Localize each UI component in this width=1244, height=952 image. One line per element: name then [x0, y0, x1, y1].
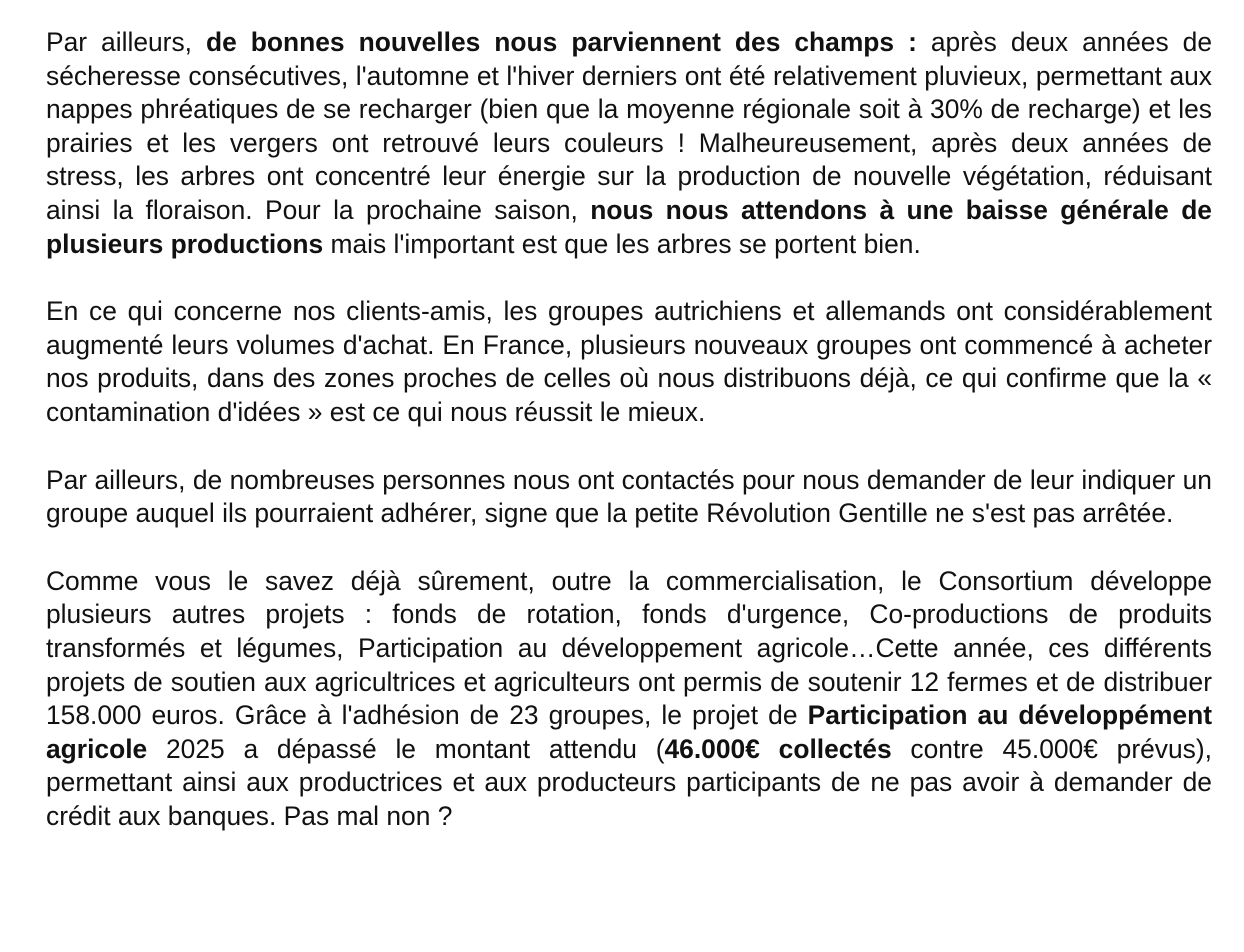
text-segment: contre 45.000€ prévus), permettant ainsi aux productrices et aux producteurs participants de ne pas avoir à demander de crédit aux banques. Pas mal non ?	[46, 733, 1212, 831]
paragraph-contacts	[46, 464, 1212, 531]
bold-segment: Participation au développément agricole	[46, 700, 1212, 764]
paragraph-clients	[46, 295, 1212, 429]
bold-segment: nous nous attendons à une baisse générale de plusieurs productions	[46, 194, 1212, 259]
bold-segment: 46.000€ collectés	[664, 733, 892, 764]
text-segment: Par ailleurs,	[46, 27, 206, 57]
paragraph-projects	[46, 565, 1212, 834]
text-segment: Comme vous le savez déjà sûrement, outre la commercialisation, le Consortium développe plusieurs autres projets : fonds de rotation, fonds d'urgence, Co-productions de produits transformés et légumes, Participation au développement agricole…Cette année, ces différents projets de soutien aux agricultrices et agriculteurs ont permis de soutenir 12 fermes et de distribuer 158.000 euros. Grâce à l'adhésion de 23 groupes, le projet de	[46, 565, 1212, 731]
text-segment: Par ailleurs, de nombreuses personnes nous ont contactés pour nous demander de leur indiquer un groupe auquel ils pourraient adhérer, signe que la petite Révolution Gentille ne s'est pas arrêtée.	[46, 464, 1212, 529]
document-body	[46, 26, 1212, 833]
text-segment: 2025 a dépassé le montant attendu (	[147, 733, 665, 764]
bold-segment: de bonnes nouvelles nous parviennent des champs :	[205, 27, 917, 57]
paragraph-harvest-news	[46, 26, 1212, 261]
text-segment: mais l'important est que les arbres se portent bien.	[323, 228, 921, 259]
text-segment: après deux années de sécheresse consécutives, l'automne et l'hiver derniers ont été relativement pluvieux, permettant aux nappes phréatiques de se recharger (bien que la moyenne régionale soit à 30% de recharge) et les prairies et les vergers ont retrouvé leurs couleurs ! Malheureusement, après deux années de stress, les arbres ont concentré leur énergie sur la production de nouvelle végétation, réduisant ainsi la floraison. Pour la prochaine saison,	[46, 27, 1212, 225]
text-segment: En ce qui concerne nos clients-amis, les groupes autrichiens et allemands ont considérablement augmenté leurs volumes d'achat. En France, plusieurs nouveaux groupes ont commencé à acheter nos produits, dans des zones proches de celles où nous distribuons déjà, ce qui confirme que la « contamination d'idées » est ce qui nous réussit le mieux.	[46, 296, 1212, 427]
